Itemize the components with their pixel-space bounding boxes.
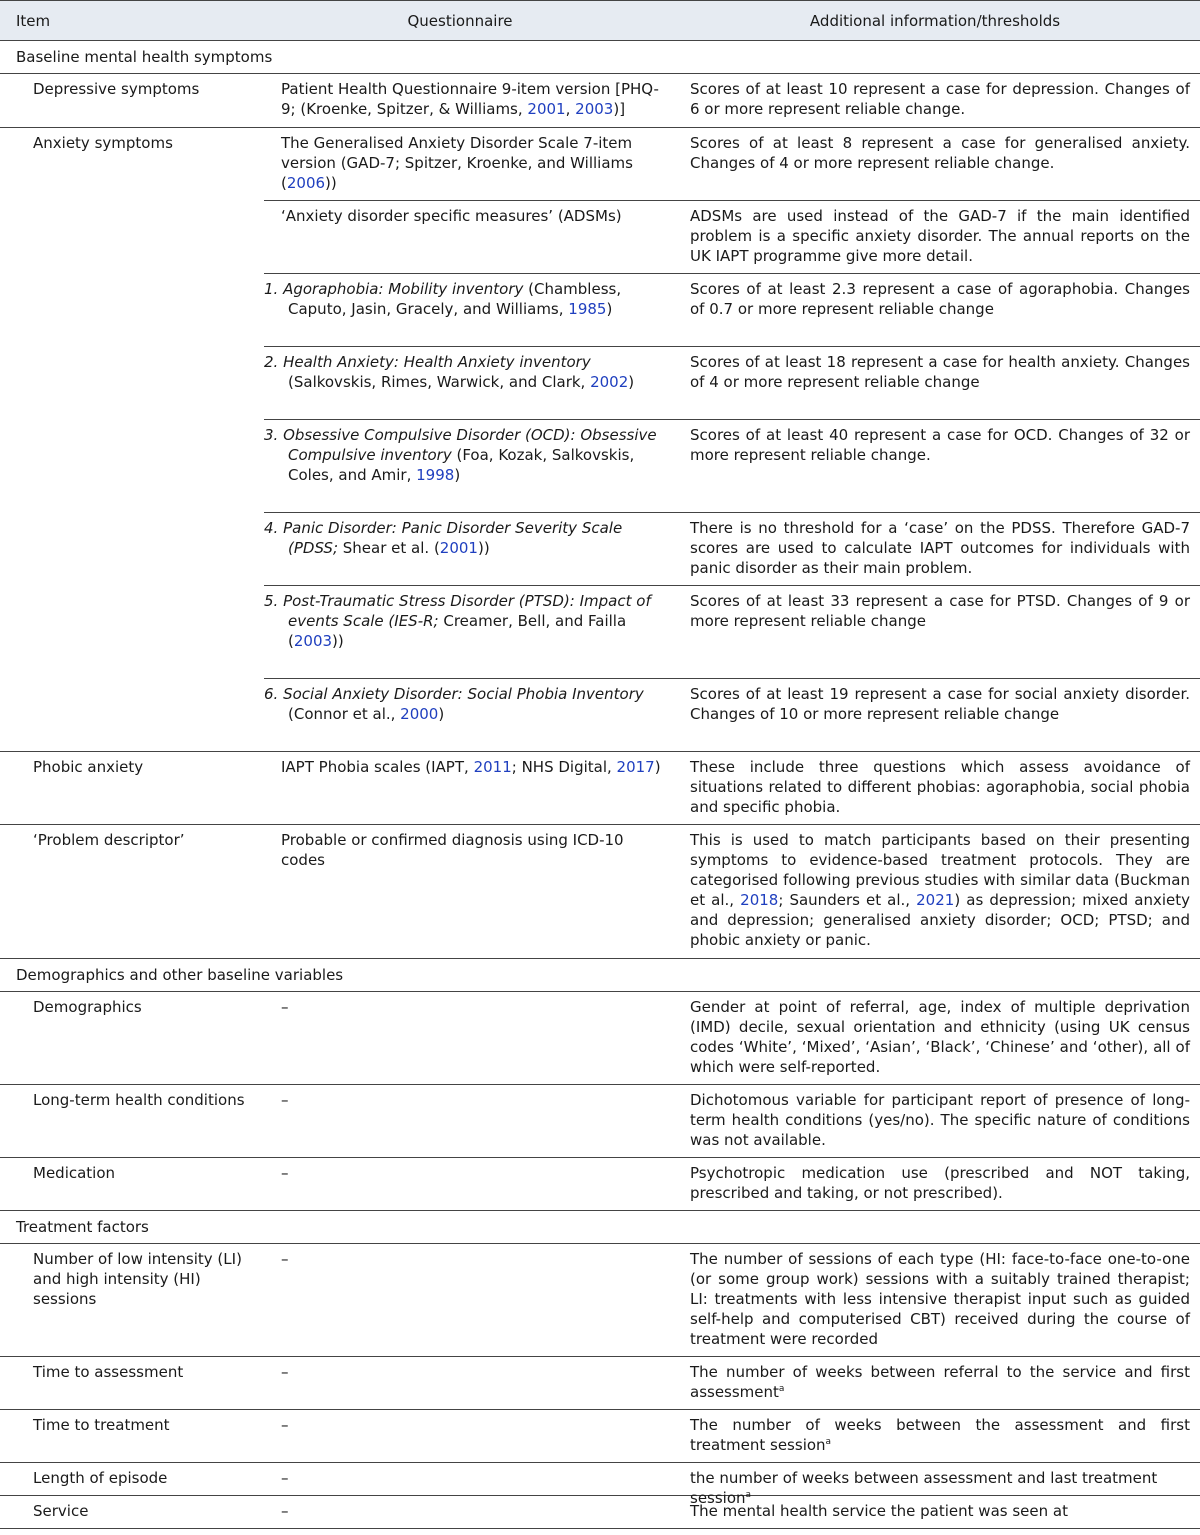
table-row bbox=[0, 992, 1200, 1085]
row-questionnaire: 6. Social Anxiety Disorder: Social Phobia Inventory (Connor et al., 2000) bbox=[264, 685, 644, 723]
table-row bbox=[0, 1496, 1200, 1529]
row-questionnaire: – bbox=[281, 1416, 289, 1434]
row-questionnaire: – bbox=[281, 1250, 289, 1268]
table-row bbox=[264, 420, 1200, 513]
row-item: Service bbox=[33, 1502, 89, 1520]
row-questionnaire: 1. Agoraphobia: Mobility inventory (Chambless, Caputo, Jasin, Gracely, and Williams, 1985) bbox=[264, 280, 622, 318]
table-row bbox=[0, 752, 1200, 825]
citation-link[interactable]: 1998 bbox=[416, 466, 455, 484]
row-info: Scores of at least 19 represent a case for social anxiety disorder. Changes of 10 or more represent reliable change bbox=[690, 685, 1190, 723]
row-info: There is no threshold for a ‘case’ on the PDSS. Therefore GAD-7 scores are used to calculate IAPT outcomes for individuals with panic disorder as their main problem. bbox=[690, 519, 1190, 577]
row-questionnaire: 4. Panic Disorder: Panic Disorder Severity Scale (PDSS; Shear et al. (2001)) bbox=[264, 519, 623, 557]
citation-link[interactable]: 2021 bbox=[916, 891, 955, 909]
row-item: Long-term health conditions bbox=[33, 1091, 245, 1109]
row-item: Time to assessment bbox=[33, 1363, 184, 1381]
row-info: This is used to match participants based on their presenting symptoms to evidence-based treatment protocols. They are categorised following previous studies with similar data (Buckman et al., 2018; Saunders et al., 2021) as depression; mixed anxiety and depression; generalised anxiety disorder; OCD; PTSD; and phobic anxiety or panic. bbox=[690, 831, 1191, 949]
table-row bbox=[264, 513, 1200, 586]
row-item: Phobic anxiety bbox=[33, 758, 144, 776]
row-questionnaire: The Generalised Anxiety Disorder Scale 7-item version (GAD-7; Spitzer, Kroenke, and Williams (2006)) bbox=[281, 134, 633, 192]
row-questionnaire: IAPT Phobia scales (IAPT, 2011; NHS Digital, 2017) bbox=[281, 758, 661, 776]
citation-link[interactable]: 1985 bbox=[568, 300, 607, 318]
table-row bbox=[264, 201, 1200, 274]
header-questionnaire: Questionnaire bbox=[407, 11, 513, 30]
citation-link[interactable]: 2003 bbox=[575, 100, 614, 118]
table-row bbox=[0, 74, 1200, 128]
row-questionnaire: Probable or confirmed diagnosis using ICD-10 codes bbox=[281, 831, 624, 869]
anxiety-group bbox=[0, 128, 1200, 752]
citation-link[interactable]: 2006 bbox=[286, 174, 326, 192]
row-item: Time to treatment bbox=[33, 1416, 170, 1434]
table-row bbox=[0, 1085, 1200, 1158]
section-baseline: Baseline mental health symptoms bbox=[0, 41, 1200, 74]
header-item: Item bbox=[16, 11, 51, 30]
row-questionnaire: – bbox=[281, 1363, 289, 1381]
header-info: Additional information/thresholds bbox=[809, 11, 1061, 30]
row-item: Depressive symptoms bbox=[33, 80, 200, 98]
table-row bbox=[0, 1410, 1200, 1463]
row-info: ADSMs are used instead of the GAD-7 if the main identified problem is a specific anxiety disorder. The annual reports on the UK IAPT programme give more detail. bbox=[690, 207, 1190, 265]
row-info: The mental health service the patient was seen at bbox=[690, 1502, 1068, 1520]
row-questionnaire: – bbox=[281, 1164, 289, 1182]
row-info: Gender at point of referral, age, index of multiple deprivation (IMD) decile, sexual orientation and ethnicity (using UK census codes ‘White’, ‘Mixed’, ‘Asian’, ‘Black’, ‘Chinese’ and ‘other), all of which were self-reported. bbox=[690, 998, 1190, 1076]
row-info: Scores of at least 10 represent a case for depression. Changes of 6 or more represent reliable change. bbox=[690, 80, 1190, 118]
row-info: The number of weeks between referral to the service and first assessment$^a$ bbox=[690, 1363, 1190, 1401]
table-row bbox=[264, 347, 1200, 420]
footnote-marker[interactable]: a bbox=[778, 1384, 785, 1394]
table-row bbox=[0, 1244, 1200, 1357]
row-info: Psychotropic medication use (prescribed and NOT taking, prescribed and taking, or not prescribed). bbox=[690, 1164, 1190, 1202]
row-info: Scores of at least 18 represent a case for health anxiety. Changes of 4 or more represent reliable change bbox=[690, 353, 1190, 391]
row-info: Scores of at least 33 represent a case for PTSD. Changes of 9 or more represent reliable change bbox=[690, 592, 1190, 630]
citation-link[interactable]: 2000 bbox=[400, 705, 439, 723]
row-info: Scores of at least 2.3 represent a case of agoraphobia. Changes of 0.7 or more represent reliable change bbox=[690, 280, 1190, 318]
table-row bbox=[264, 128, 1200, 201]
row-questionnaire: ‘Anxiety disorder specific measures’ (ADSMs) bbox=[281, 207, 622, 225]
row-item: Number of low intensity (LI) and high intensity (HI) sessions bbox=[33, 1250, 242, 1308]
section-treatment: Treatment factors bbox=[0, 1211, 1200, 1244]
table-row bbox=[0, 1463, 1200, 1507]
row-questionnaire: – bbox=[281, 1469, 289, 1487]
row-info: Scores of at least 8 represent a case for generalised anxiety. Changes of 4 or more represent reliable change. bbox=[690, 134, 1190, 172]
row-item: Medication bbox=[33, 1164, 116, 1182]
row-questionnaire: Patient Health Questionnaire 9-item version [PHQ-9; (Kroenke, Spitzer, & Williams, 2001, 2003)] bbox=[281, 80, 659, 118]
row-info: the number of weeks between assessment and last treatment session$^a$ bbox=[690, 1469, 1158, 1507]
table-row bbox=[0, 825, 1200, 959]
row-info: The number of weeks between the assessment and first treatment session$^a$ bbox=[690, 1416, 1190, 1454]
citation-link[interactable]: 2018 bbox=[740, 891, 779, 909]
row-item: Demographics bbox=[33, 998, 142, 1016]
citation-link[interactable]: 2001 bbox=[439, 539, 478, 557]
table-row bbox=[264, 274, 1200, 347]
citation-link[interactable]: 2003 bbox=[293, 632, 333, 650]
row-questionnaire: – bbox=[281, 998, 289, 1016]
row-info: Scores of at least 40 represent a case for OCD. Changes of 32 or more represent reliable change. bbox=[690, 426, 1190, 464]
section-demographics: Demographics and other baseline variables bbox=[0, 958, 1200, 992]
row-info: The number of sessions of each type (HI: face-to-face one-to-one (or some group work) sessions with a suitably trained therapist; LI: treatments with less intensive therapist input such as guided self-help and computerised CBT) received during the course of treatment were recorded bbox=[690, 1250, 1190, 1348]
table-row bbox=[0, 1158, 1200, 1211]
row-item: ‘Problem descriptor’ bbox=[33, 831, 185, 849]
row-info: These include three questions which assess avoidance of situations related to different phobias: agoraphobia, social phobia and specific phobia. bbox=[690, 758, 1190, 816]
row-questionnaire: 3. Obsessive Compulsive Disorder (OCD): Obsessive Compulsive inventory (Foa, Kozak, Salkovskis, Coles, and Amir, 1998) bbox=[264, 426, 657, 484]
row-item: Anxiety symptoms bbox=[33, 134, 173, 152]
row-item: Length of episode bbox=[33, 1469, 168, 1487]
row-questionnaire: – bbox=[281, 1502, 289, 1520]
footnote-marker[interactable]: a bbox=[825, 1437, 832, 1447]
footnote-marker[interactable]: a bbox=[745, 1490, 752, 1500]
table-row bbox=[264, 586, 1200, 679]
row-questionnaire: – bbox=[281, 1091, 289, 1109]
row-questionnaire: 5. Post-Traumatic Stress Disorder (PTSD): Impact of events Scale (IES-R; Creamer, Bell, and Failla (2003)) bbox=[264, 592, 651, 650]
citation-link[interactable]: 2011 bbox=[473, 758, 512, 776]
row-info: Dichotomous variable for participant report of presence of long-term health conditions (yes/no). The specific nature of conditions was not available. bbox=[690, 1091, 1190, 1149]
citation-link[interactable]: 2002 bbox=[590, 373, 629, 391]
row-questionnaire: 2. Health Anxiety: Health Anxiety inventory (Salkovskis, Rimes, Warwick, and Clark, 2002) bbox=[264, 353, 635, 391]
table-header bbox=[0, 0, 1200, 41]
table-row bbox=[264, 679, 1200, 751]
citation-link[interactable]: 2017 bbox=[616, 758, 655, 776]
table-row bbox=[0, 1357, 1200, 1410]
citation-link[interactable]: 2001 bbox=[527, 100, 566, 118]
